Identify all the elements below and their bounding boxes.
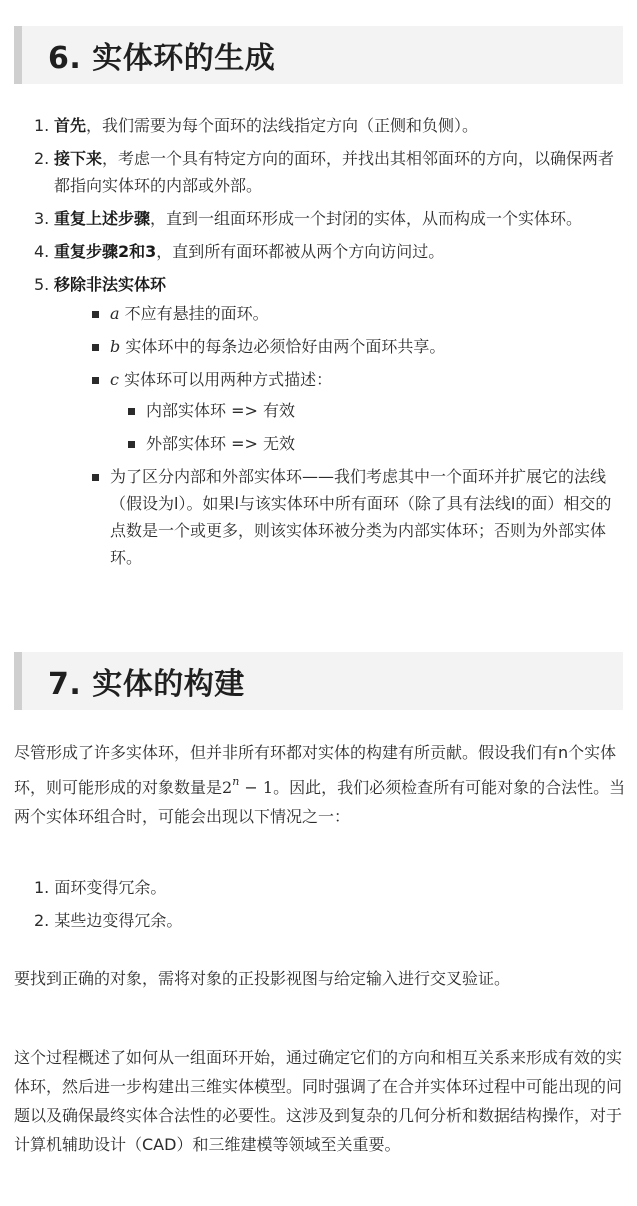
step-number: 5. xyxy=(34,275,50,294)
section-6-heading xyxy=(14,26,623,84)
ring-type-outer: 外部实体环 => 无效 xyxy=(128,430,624,457)
rule-d: 为了区分内部和外部实体环——我们考虑其中一个面环并扩展它的法线（假设为l）。如果l与该实体环中所有面环（除了具有法线l的面）相交的点数是一个或更多，则该实体环被分类为内部实体环；否则为外部实体环。 xyxy=(92,463,624,571)
step-3 xyxy=(34,205,624,232)
paragraph-text: 尽管形成了许多实体环，但并非所有环都对实体的构建有所贡献。假设我们有n个实体环，则可能形成的对象数量是 xyxy=(14,743,617,797)
step-keyword: 接下来 xyxy=(54,149,103,168)
section-7-paragraph-2: 要找到正确的对象，需将对象的正投影视图与给定输入进行交叉验证。 xyxy=(14,969,511,988)
redundancy-item: 2. 某些边变得冗余。 xyxy=(34,911,183,930)
step-5 xyxy=(34,271,624,571)
step-number: 4. xyxy=(34,242,50,261)
ring-type-inner: 内部实体环 => 有效 xyxy=(128,397,624,424)
rule-a xyxy=(92,300,624,327)
rule-b xyxy=(92,333,624,360)
step-1 xyxy=(34,112,624,139)
section-6-title: 6. 实体环的生成 xyxy=(48,41,276,76)
section-7-title: 7. 实体的构建 xyxy=(48,667,245,702)
rule-text: 实体环可以用两种方式描述： xyxy=(124,370,333,389)
step-text: ，直到所有面环都被从两个方向访问过。 xyxy=(156,242,445,261)
rule-text: 实体环中的每条边必须恰好由两个面环共享。 xyxy=(125,337,446,356)
step-2 xyxy=(34,145,624,199)
var-a: a xyxy=(110,304,120,323)
redundancy-list xyxy=(34,874,614,940)
step-number: 1. xyxy=(34,116,50,135)
step-text: ，直到一组面环形成一个封闭的实体，从而构成一个实体环。 xyxy=(150,209,583,228)
section-7-paragraph-1 xyxy=(14,738,626,831)
step-text: ，考虑一个具有特定方向的面环，并找出其相邻面环的方向，以确保两者都指向实体环的内部或外部。 xyxy=(54,149,615,195)
paragraph-text: 。因此，我们必须检查所有可能对象的合法性。当两个实体环组合时，可能会出现以下情况之一： xyxy=(14,778,626,826)
rules-list xyxy=(92,300,624,571)
section-7-heading xyxy=(14,652,623,710)
ring-types-list xyxy=(128,397,624,457)
rule-text: 不应有悬挂的面环。 xyxy=(124,304,269,323)
step-4 xyxy=(34,238,624,265)
step-keyword: 重复步骤2和3 xyxy=(54,242,157,261)
section-7-paragraph-3: 这个过程概述了如何从一组面环开始，通过确定它们的方向和相互关系来形成有效的实体环，然后进一步构建出三维实体模型。同时强调了在合并实体环过程中可能出现的问题以及确保最终实体合法性的必要性。这涉及到复杂的几何分析和数据结构操作，对于计算机辅助设计（CAD）和三维建模等领域至关重要。 xyxy=(14,1048,623,1154)
var-c: c xyxy=(110,370,119,389)
var-b: b xyxy=(110,337,121,356)
redundancy-item: 1. 面环变得冗余。 xyxy=(34,878,167,897)
formula-base: 2 xyxy=(222,778,233,797)
step-keyword: 首先 xyxy=(54,116,87,135)
step-number: 2. xyxy=(34,149,50,168)
step-keyword: 重复上述步骤 xyxy=(54,209,151,228)
rule-c xyxy=(92,366,624,457)
formula-exponent: n xyxy=(232,775,240,788)
section-6-steps xyxy=(34,112,624,577)
formula-tail: − 1 xyxy=(239,778,274,797)
step-keyword: 移除非法实体环 xyxy=(54,275,167,294)
step-text: ，我们需要为每个面环的法线指定方向（正侧和负侧）。 xyxy=(86,116,479,135)
step-number: 3. xyxy=(34,209,50,228)
